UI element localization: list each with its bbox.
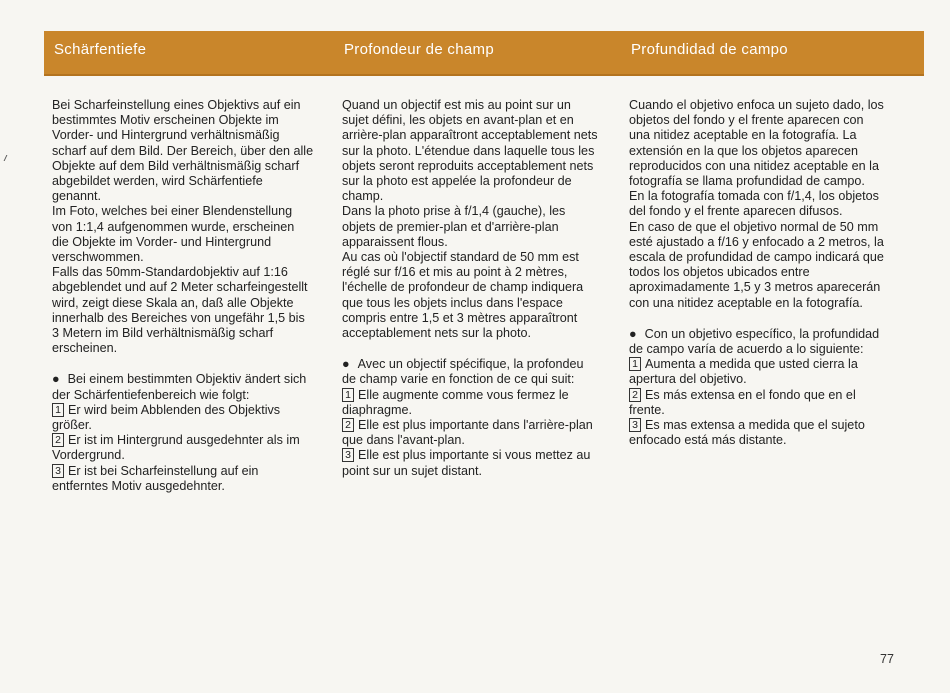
scan-mark: [4, 155, 12, 161]
paragraph: Dans la photo prise à f/1,4 (gauche), les objets de premier-plan et d'arrière-plan apparaissent flous.: [342, 204, 566, 249]
list-item: 3 Es mas extensa a medida que el sujeto enfocado está más distante.: [629, 418, 865, 448]
number-box: 1: [342, 388, 354, 402]
number-box: 1: [629, 357, 641, 371]
column-spanish: [629, 98, 886, 448]
header-banner: [44, 31, 924, 76]
bullet-icon: ●: [629, 326, 637, 341]
paragraph: Au cas où l'objectif standard de 50 mm est réglé sur f/16 et mis au point à 2 mètres, l'échelle de profondeur de champ indiquera que tous les objets inclus dans l'espace compris entre 1,5 et 3 mètres apparaîtront acceptablement nets sur la photo.: [342, 250, 584, 341]
column-french: [342, 98, 600, 479]
heading-german: Schärfentiefe: [54, 41, 147, 58]
list-item: 1 Elle augmente comme vous fermez le diaphragme.: [342, 387, 569, 417]
bullet-icon: ●: [52, 372, 60, 387]
list-item: 3 Elle est plus importante si vous mettez au point sur un sujet distant.: [342, 448, 591, 478]
list-item: 1 Aumenta a medida que usted cierra la apertura del objetivo.: [629, 357, 858, 387]
list-item: 2 Er ist im Hintergrund ausgedehnter als im Vordergrund.: [52, 433, 300, 463]
number-box: 3: [52, 464, 64, 478]
bullet-text: Con un objetivo específico, la profundidad de campo varía de acuerdo a lo siguiente:: [629, 326, 880, 357]
bullet-text: Avec un objectif spécifique, la profondeu de champ varie en fonction de ce qui suit:: [342, 357, 584, 387]
paragraph: Im Foto, welches bei einer Blendenstellung von 1:1,4 aufgenommen wurde, erscheinen die Objekte im Vorder- und Hintergrund verschwommen.: [52, 204, 295, 265]
bullet-paragraph: [52, 372, 314, 402]
list-item: 2 Elle est plus importante dans l'arrière-plan que dans l'avant-plan.: [342, 418, 593, 448]
heading-spanish: Profundidad de campo: [631, 41, 788, 58]
list-item: 3 Er ist bei Scharfeinstellung auf ein entferntes Motiv ausgedehnter.: [52, 463, 259, 493]
heading-french: Profondeur de champ: [344, 41, 494, 58]
paragraph: Cuando el objetivo enfoca un sujeto dado, los objetos del fondo y el frente aparecen con una nitidez aceptable en la fotografía. La extensión en la que los objetos aparecen reproducidos con una nitidez aceptable en la fotografía se llama profundidad de campo.: [629, 98, 884, 189]
page-number: 77: [880, 652, 894, 666]
paragraph: Bei Scharfeinstellung eines Objektivs auf ein bestimmtes Motiv erscheinen Objekte im Vorder- und Hintergrund verhältnismäßig scharf auf dem Bild. Der Bereich, über den alle Objekte auf dem Bild verhältnismäßig scharf abgebildet werden, wird Schärfentiefe genannt.: [52, 98, 314, 204]
column-german: [52, 98, 314, 494]
number-box: 3: [629, 418, 641, 432]
paragraph: Falls das 50mm-Standardobjektiv auf 1:16 abgeblendet und auf 2 Meter scharfeingestellt wird, zeigt diese Skala an, daß alle Objekte innerhalb des Bereiches von ungefähr 1,5 bis 3 Metern im Bild verhältnismäßig scharf erscheinen.: [52, 265, 308, 356]
number-box: 2: [52, 433, 64, 447]
bullet-icon: ●: [342, 357, 350, 372]
number-box: 2: [342, 418, 354, 432]
bullet-paragraph: [629, 327, 886, 357]
list-item: 1 Er wird beim Abblenden des Objektivs größer.: [52, 402, 281, 433]
number-box: 3: [342, 448, 354, 462]
list-item: 2 Es más extensa en el fondo que en el frente.: [629, 387, 856, 417]
bullet-paragraph: [342, 357, 600, 387]
paragraph: En la fotografía tomada con f/1,4, los objetos del fondo y el frente aparecen difusos.: [629, 189, 879, 219]
bullet-text: Bei einem bestimmten Objektiv ändert sich der Schärfentiefenbereich wie folgt:: [52, 372, 307, 402]
number-box: 1: [52, 403, 64, 417]
paragraph: En caso de que el objetivo normal de 50 mm esté ajustado a f/16 y enfocado a 2 metros, la escala de profundidad de campo indicará que todos los objetos ubicados entre aproximadamente 1,5 y 3 metros aparecerán con una nitidez aceptable en la fotografía.: [629, 219, 884, 310]
paragraph: Quand un objectif est mis au point sur un sujet défini, les objets en avant-plan et en arrière-plan apparaîtront acceptablement nets sur la photo. L'étendue dans laquelle tous les objets seront reproduits acceptablement nets sur la photo est appelée la profondeur de champ.: [342, 98, 598, 204]
number-box: 2: [629, 388, 641, 402]
